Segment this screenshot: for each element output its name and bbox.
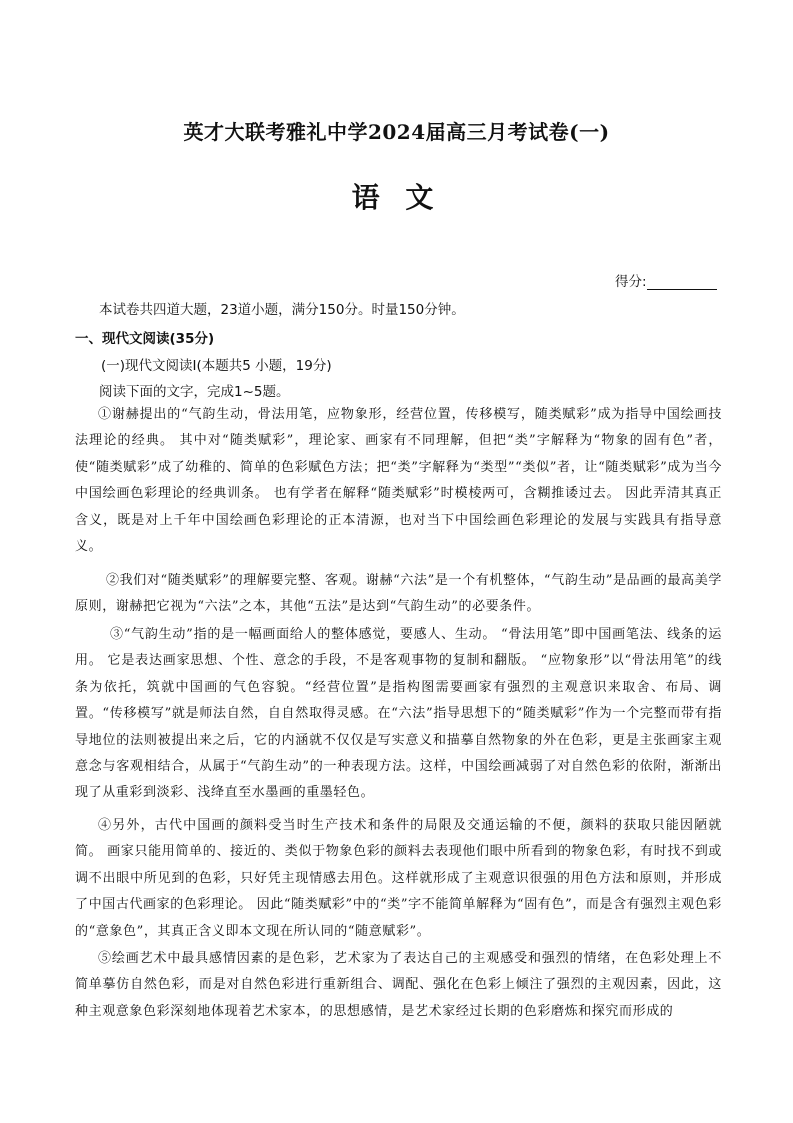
- score-blank[interactable]: [647, 276, 717, 290]
- paragraph-5: ⑤绘画艺术中最具感情因素的是色彩，艺术家为了表达自己的主观感受和强烈的情绪，在色彩处理上不简单摹仿自然色彩，而是对自然色彩进行重新组合、调配、强化在色彩上倾注了强烈的主观因素，因此，这种主观意象色彩深刻地体现着艺术家本，的思想感情，是艺术家经过长期的色彩磨炼和探究而形成的: [75, 951, 722, 1019]
- paragraph-4: ④另外，古代中国画的颜料受当时生产技术和条件的局限及交通运输的不便，颜料的获取只能因陋就简。 画家只能用简单的、接近的、类似于物象色彩的颜料去表现他们眼中所看到的物象色彩，有时找不到或调不出眼中所见到的色彩，只好凭主现情感去用色。这样就形成了主观意识很强的用色方法和原则，并形成了中国古代画家的色彩理论。 因此“随类赋彩”中的“类”字不能简单解释为“固有色”，而是含有强烈主观色彩的“意象色”，其真正含义即本文现在所认同的“随意赋彩”。: [75, 818, 722, 939]
- paragraph-3: ③“气韵生动”指的是一幅画面给人的整体感觉，要感人、生动。 “骨法用笔”即中国画笔法、线条的运用。 它是表达画家思想、个性、意念的手段，不是客观事物的复制和翻版。 “应物象形”以“骨法用笔”的线条为依托，筑就中国画的气色容貌。“经营位置”是指构图需要画家有强烈的主观意识来取舍、布局、调置。“传移模写”就是师法自然，自自然取得灵感。在“六法”指导思想下的“随类赋彩”作为一个完整而带有指导地位的法则被提出来之后，它的内涵就不仅仅是写实意义和描摹自然物象的外在色彩，更是主张画家主观意念与客观相结合，从属于“气韵生动”的一种表现方法。这样，中国绘画减弱了对自然色彩的依附，渐渐出现了从重彩到淡彩、浅绛直至水墨画的重墨轻色。: [75, 627, 722, 801]
- exam-title: 英才大联考雅礼中学2024届高三月考试卷(一): [183, 120, 610, 144]
- instructions: 本试卷共四道大题，23道小题，满分150分。时量150分钟。: [99, 302, 465, 318]
- paragraph-2: ②我们对“随类赋彩”的理解要完整、客观。谢赫“六法”是一个有机整体，“气韵生动”是品画的最高美学原则，谢赫把它视为“六法”之本，其他“五法”是达到“气韵生动”的必要条件。: [75, 573, 722, 615]
- score-field: [615, 270, 717, 290]
- sub-section-heading: (一)现代文阅读Ⅰ(本题共5 小题，19分): [101, 358, 332, 374]
- subject-title: 语 文: [351, 181, 442, 214]
- reading-direction: 阅读下面的文字，完成1~5题。: [99, 384, 290, 400]
- section-heading: 一、现代文阅读(35分): [75, 331, 215, 347]
- paragraph-1: ①谢赫提出的“气韵生动，骨法用笔，应物象形，经营位置，传移模写，随类赋彩”成为指导中国绘画技法理论的经典。 其中对“随类赋彩”，理论家、画家有不同理解，但把“类”字解释为“物象的固有色”者，使“随类赋彩”成了幼稚的、简单的色彩赋色方法；把“类”字解释为“类型”“类似”者，让“随类赋彩”成为当今中国绘画色彩理论的经典训条。 也有学者在解释“随类赋彩”时模棱两可，含糊推诿过去。 因此弄清其真正含义，既是对上千年中国绘画色彩理论的正本清源，也对当下中国绘画色彩理论的发展与实践具有指导意义。: [75, 407, 722, 555]
- score-label: 得分:: [615, 274, 647, 290]
